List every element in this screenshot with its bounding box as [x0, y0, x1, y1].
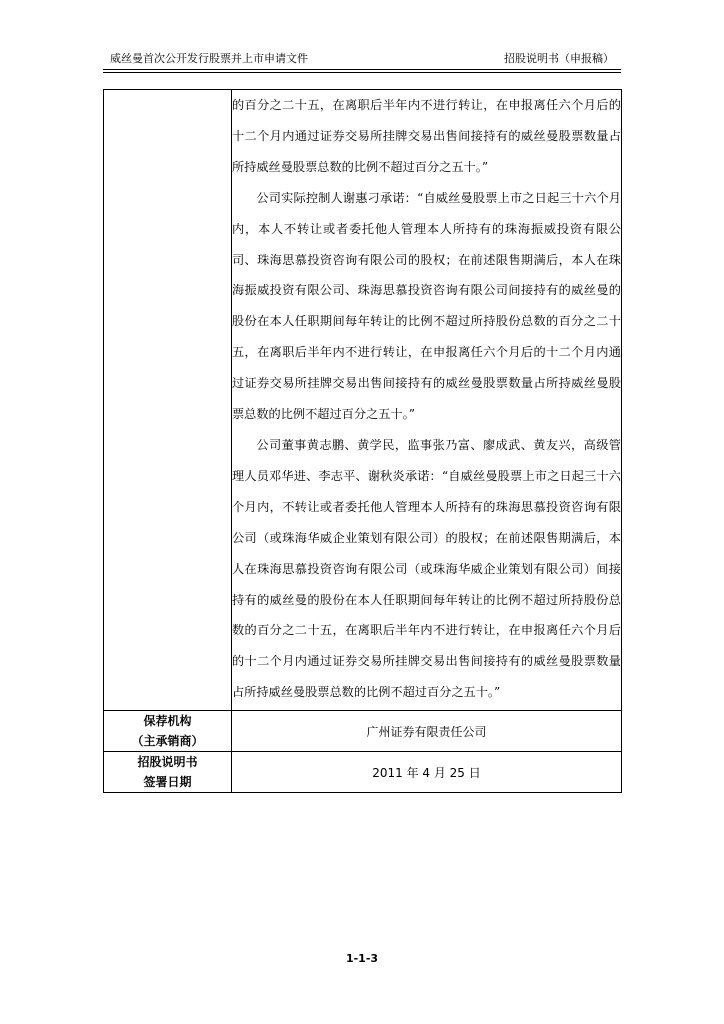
sponsor-value: 广州证券有限责任公司 [232, 711, 622, 752]
info-table [103, 89, 622, 793]
sponsor-label-line1: 保荐机构 [143, 714, 192, 729]
commitments-text [232, 90, 621, 710]
commitments-content-cell [232, 90, 622, 711]
table-row-sponsor [104, 711, 622, 752]
header-rule [103, 69, 621, 70]
date-label [104, 752, 232, 793]
sponsor-label [104, 711, 232, 752]
commitment-paragraph: 公司实际控制人谢惠刁承诺：“自威丝曼股票上市之日起三十六个月内，本人不转让或者委托他人管理本人所持有的珠海振威投资有限公司、珠海思慕投资咨询有限公司的股权；在前述限售期满后，本人在珠海振威投资有限公司、珠海思慕投资咨询有限公司间接持有的威丝曼的股份在本人任职期间每年转让的比例不超过所持股份总数的百分之二十五，在离职后半年内不进行转让，在申报离任六个月后的十二个月内通过证券交易所挂牌交易出售间接持有的威丝曼股票数量占所持威丝曼股票总数的比例不超过百分之五十。” [232, 190, 621, 422]
table-row-commitments [104, 90, 622, 711]
sponsor-label-line2: （主承销商） [131, 734, 204, 749]
date-label-line2: 签署日期 [143, 775, 192, 790]
commitments-label-cell [104, 90, 232, 711]
page-number: 1-1-3 [345, 952, 379, 965]
header-rule-thin [103, 72, 621, 73]
table-row-date [104, 752, 622, 793]
date-value: 2011 年 4 月 25 日 [232, 752, 622, 793]
date-label-line1: 招股说明书 [137, 755, 198, 770]
commitment-paragraph: 的百分之二十五，在离职后半年内不进行转让，在申报离任六个月后的十二个月内通过证券交易所挂牌交易出售间接持有的威丝曼股票数量占所持威丝曼股票总数的比例不超过百分之五十。” [232, 98, 621, 174]
commitment-paragraph: 公司董事黄志鹏、黄学民，监事张乃富、廖成武、黄友兴，高级管理人员邓华进、李志平、谢秋炎承诺：“自威丝曼股票上市之日起三十六个月内，不转让或者委托他人管理本人所持有的珠海思慕投资咨询有限公司（或珠海华威企业策划有限公司）的股权；在前述限售期满后，本人在珠海思慕投资咨询有限公司（或珠海华威企业策划有限公司）间接持有的威丝曼的股份在本人任职期间每年转让的比例不超过所持股份总数的百分之二十五，在离职后半年内不进行转让，在申报离任六个月后的十二个月内通过证券交易所挂牌交易出售间接持有的威丝曼股票数量占所持威丝曼股票总数的比例不超过百分之五十。” [232, 437, 621, 700]
header-document-title: 威丝曼首次公开发行股票并上市申请文件 [110, 52, 308, 65]
header-document-type: 招股说明书（申报稿） [504, 52, 614, 65]
